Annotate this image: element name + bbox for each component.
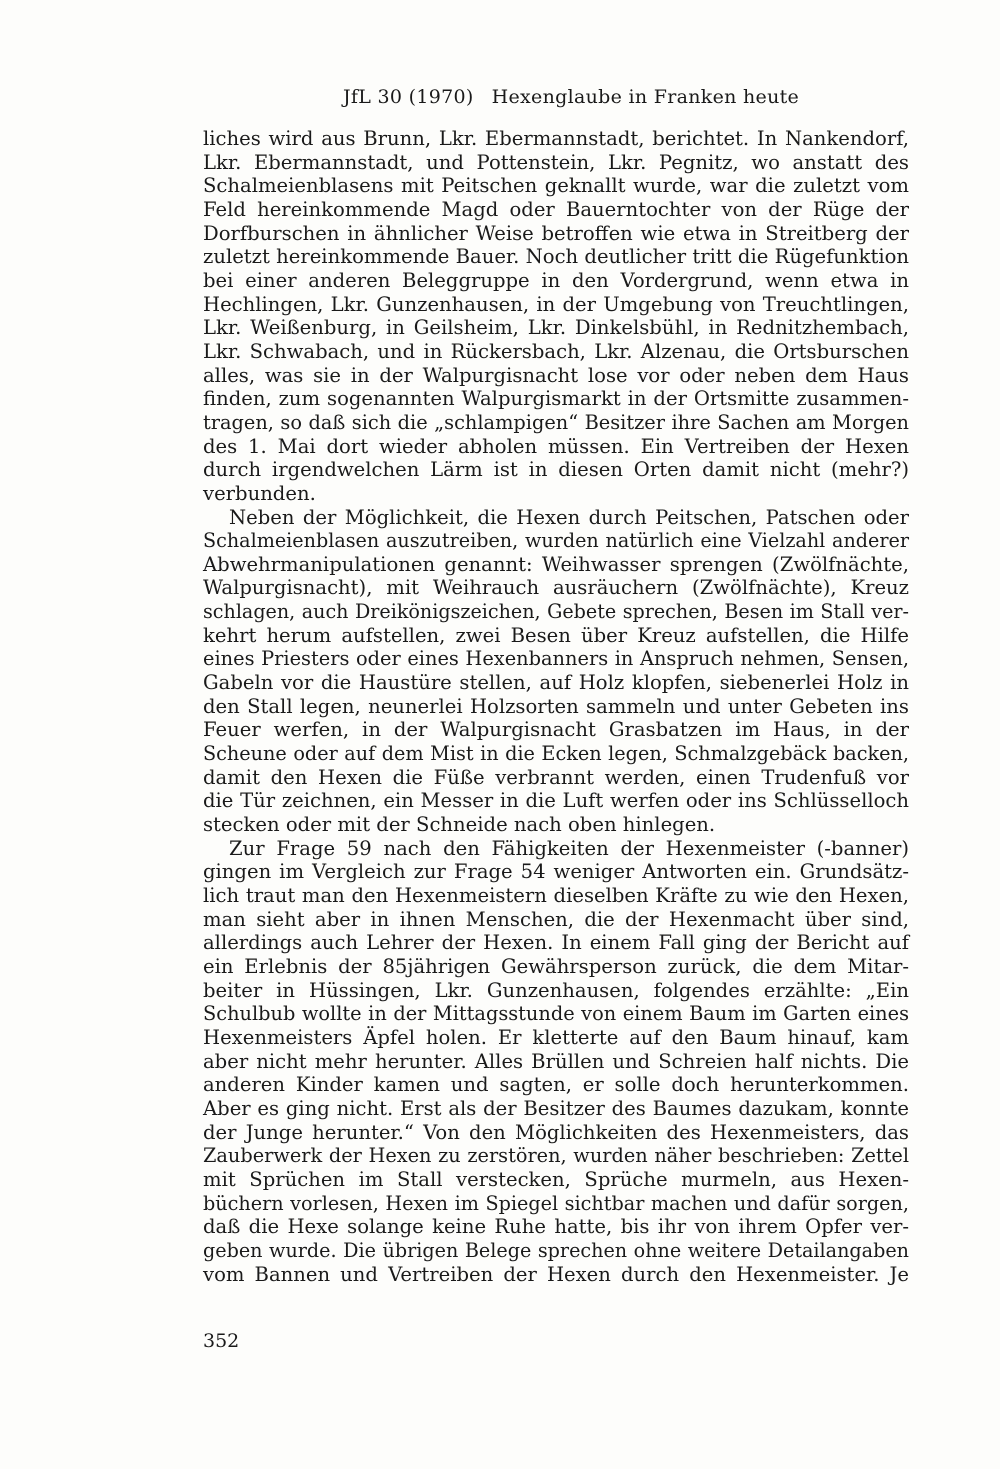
text-line: Neben der Möglichkeit, die Hexen durch Peitschen, Patschen oder: [229, 505, 909, 529]
text-line: zuletzt hereinkommende Bauer. Noch deutlicher tritt die Rügefunktion: [203, 245, 909, 269]
text-line: stecken oder mit der Schneide nach oben hinlegen.: [203, 813, 716, 837]
text-line: Schalmeienblasens mit Peitschen geknallt wurde, war die zuletzt vom: [203, 174, 909, 198]
text-line: anderen Kinder kamen und sagten, er solle doch herunterkommen.: [203, 1073, 909, 1097]
text-line: büchern vorlesen, Hexen im Spiegel sichtbar machen und dafür sorgen,: [203, 1191, 909, 1215]
text-line: Dorfburschen in ähnlicher Weise betroffen wie etwa in Streitberg der: [203, 221, 909, 245]
text-line: bei einer anderen Beleggruppe in den Vordergrund, wenn etwa in: [203, 268, 909, 292]
body-text: [203, 127, 909, 1286]
text-line: des 1. Mai dort wieder abholen müssen. Ein Vertreiben der Hexen: [203, 434, 909, 458]
running-header: [343, 86, 799, 108]
text-line: Scheune oder auf dem Mist in die Ecken legen, Schmalzgebäck backen,: [203, 742, 909, 766]
text-line: durch irgendwelchen Lärm ist in diesen Orten damit nicht (mehr?): [203, 458, 909, 482]
text-line: aber nicht mehr herunter. Alles Brüllen und Schreien half nichts. Die: [203, 1049, 909, 1073]
text-line: Zauberwerk der Hexen zu zerstören, wurden näher beschrieben: Zettel: [203, 1144, 909, 1168]
text-line: Abwehrmanipulationen genannt: Weihwasser sprengen (Zwölfnächte,: [203, 552, 909, 576]
text-line: Hexenmeisters Äpfel holen. Er kletterte auf den Baum hinauf, kam: [203, 1025, 909, 1049]
text-line: Schulbub wollte in der Mittagsstunde von einem Baum im Garten eines: [203, 1002, 909, 1026]
text-line: Walpurgisnacht), mit Weihrauch ausräuchern (Zwölfnächte), Kreuz: [203, 576, 909, 600]
text-line: kehrt herum aufstellen, zwei Besen über Kreuz aufstellen, die Hilfe: [203, 623, 909, 647]
text-line: Lkr. Weißenburg, in Geilsheim, Lkr. Dinkelsbühl, in Rednitzhembach,: [203, 316, 909, 340]
text-line: eines Priesters oder eines Hexenbanners in Anspruch nehmen, Sensen,: [203, 647, 909, 671]
text-line: Hechlingen, Lkr. Gunzenhausen, in der Umgebung von Treuchtlingen,: [203, 292, 909, 316]
paragraph: [203, 506, 909, 837]
text-line: verbunden.: [203, 481, 316, 505]
text-line: liches wird aus Brunn, Lkr. Ebermannstadt, berichtet. In Nankendorf,: [203, 127, 909, 150]
text-line: den Stall legen, neunerlei Holzsorten sammeln und unter Gebeten ins: [203, 694, 909, 718]
running-title: Hexenglaube in Franken heute: [491, 86, 800, 108]
text-line: vom Bannen und Vertreiben der Hexen durch den Hexenmeister. Je: [203, 1262, 909, 1286]
text-line: geben wurde. Die übrigen Belege sprechen ohne weitere Detailangaben: [203, 1238, 909, 1262]
text-line: Schalmeienblasen auszutreiben, wurden natürlich eine Vielzahl anderer: [203, 529, 909, 553]
page-number: 352: [203, 1330, 240, 1352]
text-line: Aber es ging nicht. Erst als der Besitzer des Baumes dazukam, konnte: [203, 1096, 909, 1120]
text-line: die Tür zeichnen, ein Messer in die Luft werfen oder ins Schlüsselloch: [203, 789, 909, 813]
text-line: gingen im Vergleich zur Frage 54 weniger Antworten ein. Grundsätz-: [203, 860, 909, 884]
text-line: mit Sprüchen im Stall verstecken, Sprüche murmeln, aus Hexen-: [203, 1167, 909, 1191]
text-line: daß die Hexe solange keine Ruhe hatte, bis ihr von ihrem Opfer ver-: [203, 1215, 909, 1239]
text-line: Lkr. Schwabach, und in Rückersbach, Lkr. Alzenau, die Ortsburschen: [203, 339, 909, 363]
text-line: beiter in Hüssingen, Lkr. Gunzenhausen, folgendes erzählte: „Ein: [203, 978, 909, 1002]
text-line: Zur Frage 59 nach den Fähigkeiten der Hexenmeister (-banner): [229, 836, 909, 860]
text-line: Gabeln vor die Haustüre stellen, auf Holz klopfen, siebenerlei Holz in: [203, 671, 909, 695]
text-line: der Junge herunter.“ Von den Möglichkeiten des Hexenmeisters, das: [203, 1120, 909, 1144]
text-line: Feuer werfen, in der Walpurgisnacht Grasbatzen im Haus, in der: [203, 718, 909, 742]
paragraph: [203, 837, 909, 1286]
text-line: tragen, so daß sich die „schlampigen“ Besitzer ihre Sachen am Morgen: [203, 410, 909, 434]
text-line: man sieht aber in ihnen Menschen, die der Hexenmacht über sind,: [203, 907, 909, 931]
text-line: Lkr. Ebermannstadt, und Pottenstein, Lkr. Pegnitz, wo anstatt des: [203, 150, 909, 174]
text-line: finden, zum sogenannten Walpurgismarkt in der Ortsmitte zusammen-: [203, 387, 909, 411]
text-line: schlagen, auch Dreikönigszeichen, Gebete sprechen, Besen im Stall ver-: [203, 600, 909, 624]
text-line: allerdings auch Lehrer der Hexen. In einem Fall ging der Bericht auf: [203, 931, 909, 955]
paragraph: [203, 127, 909, 506]
text-line: Feld hereinkommende Magd oder Bauerntochter von der Rüge der: [203, 197, 909, 221]
text-line: lich traut man den Hexenmeistern dieselben Kräfte zu wie den Hexen,: [203, 884, 909, 907]
text-line: ein Erlebnis der 85jährigen Gewährsperson zurück, die dem Mitar-: [203, 954, 909, 978]
text-line: damit den Hexen die Füße verbrannt werden, einen Trudenfuß vor: [203, 765, 909, 789]
journal-reference: JfL 30 (1970): [343, 86, 474, 108]
text-line: alles, was sie in der Walpurgisnacht lose vor oder neben dem Haus: [203, 363, 909, 387]
